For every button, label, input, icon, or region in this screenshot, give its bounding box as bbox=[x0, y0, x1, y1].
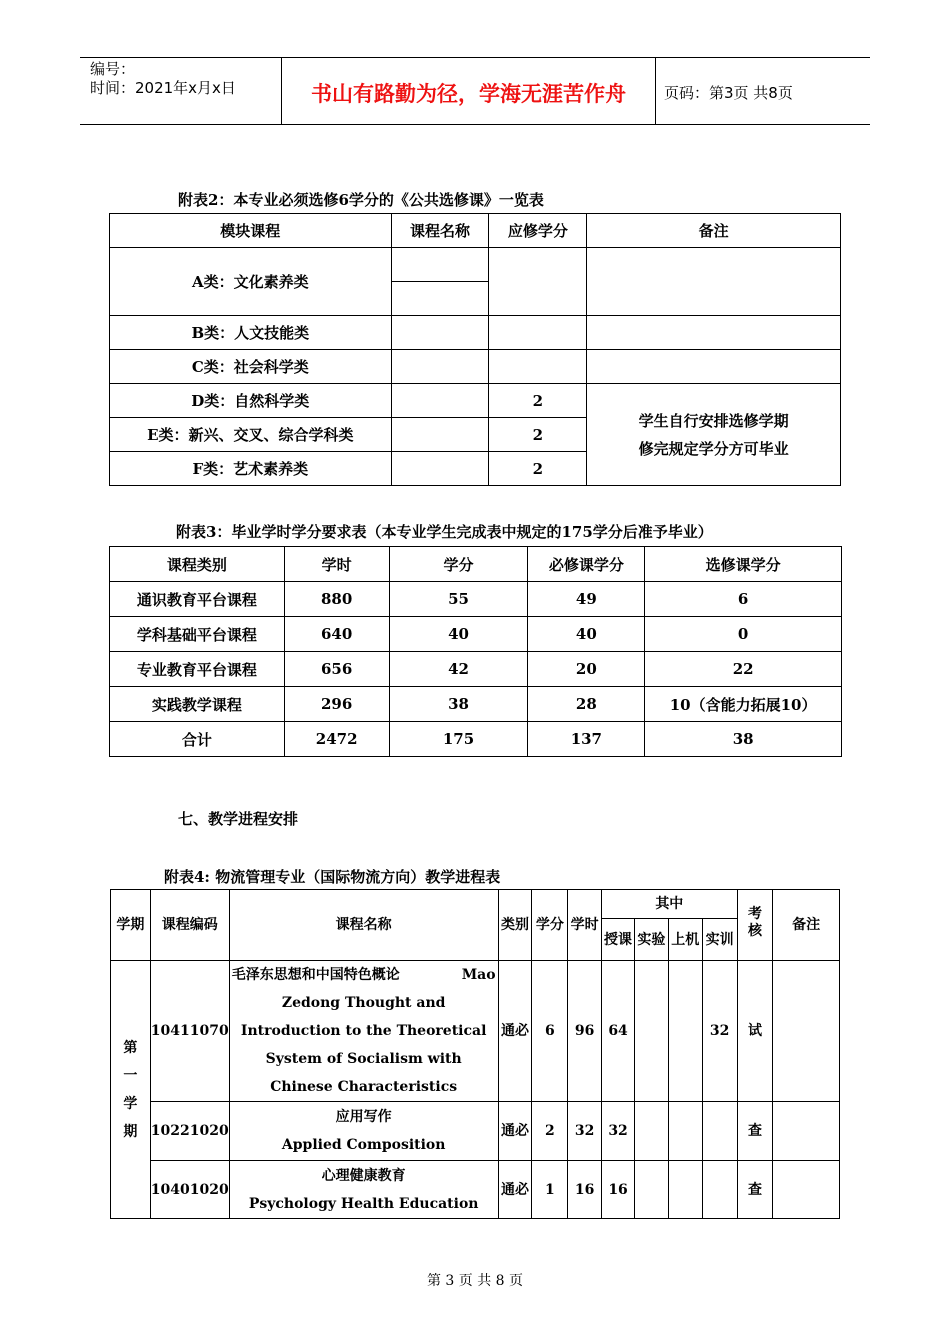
table4-header-exam-text: 考核 bbox=[747, 905, 762, 939]
table4-type: 通必 bbox=[498, 961, 532, 1102]
table2-credit-e: 2 bbox=[489, 418, 587, 452]
table2-header-cell: 应修学分 bbox=[489, 214, 587, 248]
table4-code: 10401020 bbox=[150, 1161, 229, 1219]
table3-cell: 656 bbox=[284, 652, 389, 687]
header-time: 时间：2021年x月x日 bbox=[90, 79, 236, 97]
table3-cell: 实践教学课程 bbox=[110, 687, 285, 722]
section7-heading: 七、教学进程安排 bbox=[178, 810, 299, 828]
table4-hours: 32 bbox=[568, 1102, 602, 1161]
table3-header-cell: 选修课学分 bbox=[645, 547, 842, 582]
table4-header-type: 类别 bbox=[498, 890, 532, 961]
table3-cell: 49 bbox=[528, 582, 645, 617]
table4-code: 10411070 bbox=[150, 961, 229, 1102]
table2-header-cell: 课程名称 bbox=[391, 214, 489, 248]
table3-cell: 学科基础平台课程 bbox=[110, 617, 285, 652]
table2-note-line2: 修完规定学分方可毕业 bbox=[638, 439, 789, 458]
table3-cell: 专业教育平台课程 bbox=[110, 652, 285, 687]
table4-credit: 1 bbox=[532, 1161, 568, 1219]
table2-cell bbox=[587, 248, 841, 316]
table4-computer bbox=[668, 961, 702, 1102]
table2-cell bbox=[391, 350, 489, 384]
table4-training bbox=[702, 1102, 737, 1161]
table4-term1-text: 第一学期 bbox=[123, 1039, 138, 1140]
table3-cell: 38 bbox=[645, 722, 842, 757]
table3-header-row bbox=[110, 547, 842, 582]
table2-cell bbox=[489, 248, 587, 316]
table-row bbox=[110, 350, 841, 384]
table3-cell: 通识教育平台课程 bbox=[110, 582, 285, 617]
table4-course-name-cn: 毛泽东思想和中国特色概论 bbox=[231, 967, 400, 983]
table-row bbox=[111, 1161, 840, 1219]
table4-course-name-en: Zedong Thought and Introduction to the Theoretical System of Socialism with Chinese Characteristics bbox=[240, 995, 487, 1095]
table2-header-cell: 模块课程 bbox=[110, 214, 392, 248]
table4-lab bbox=[635, 961, 669, 1102]
table-row bbox=[110, 248, 841, 282]
table2-module-a: A类：文化素养类 bbox=[110, 248, 392, 316]
table4-computer bbox=[668, 1161, 702, 1219]
table-row bbox=[110, 652, 842, 687]
header-number: 编号： bbox=[90, 60, 136, 78]
table2-credit-d: 2 bbox=[489, 384, 587, 418]
table4 bbox=[110, 889, 840, 1219]
table4-course-name-cn: 心理健康教育 bbox=[321, 1167, 406, 1184]
table4-note bbox=[773, 1102, 840, 1161]
table4-header-credit: 学分 bbox=[532, 890, 568, 961]
table4-header-row1 bbox=[111, 890, 840, 919]
table4-lecture: 64 bbox=[602, 961, 635, 1102]
table4-lab bbox=[635, 1102, 669, 1161]
table4-exam: 查 bbox=[737, 1102, 773, 1161]
table4-course-name bbox=[229, 961, 498, 1102]
table2-cell bbox=[391, 452, 489, 486]
table4-course-name bbox=[229, 1102, 498, 1161]
table4-header-training: 实训 bbox=[702, 919, 737, 961]
table3 bbox=[109, 546, 842, 757]
table3-header-cell: 必修课学分 bbox=[528, 547, 645, 582]
table3-cell: 0 bbox=[645, 617, 842, 652]
table2-module-b: B类：人文技能类 bbox=[110, 316, 392, 350]
table-row bbox=[110, 617, 842, 652]
table-row bbox=[110, 316, 841, 350]
table4-code: 10221020 bbox=[150, 1102, 229, 1161]
table2-credit-f: 2 bbox=[489, 452, 587, 486]
table4-hours: 96 bbox=[568, 961, 602, 1102]
table4-header-lab: 实验 bbox=[635, 919, 669, 961]
table4-header-name: 课程名称 bbox=[229, 890, 498, 961]
table3-header-cell: 学分 bbox=[389, 547, 528, 582]
table3-cell: 6 bbox=[645, 582, 842, 617]
table-row bbox=[110, 582, 842, 617]
table4-header-lecture: 授课 bbox=[602, 919, 635, 961]
table4-caption: 附表4: 物流管理专业（国际物流方向）教学进程表 bbox=[164, 868, 501, 886]
table3-cell: 42 bbox=[389, 652, 528, 687]
table-row bbox=[111, 1102, 840, 1161]
table3-cell: 175 bbox=[389, 722, 528, 757]
table3-header-cell: 课程类别 bbox=[110, 547, 285, 582]
table3-cell: 137 bbox=[528, 722, 645, 757]
table4-header-code: 课程编码 bbox=[150, 890, 229, 961]
table4-header-among: 其中 bbox=[602, 890, 737, 919]
table4-header-term: 学期 bbox=[111, 890, 151, 961]
table2-cell bbox=[391, 384, 489, 418]
table3-cell: 20 bbox=[528, 652, 645, 687]
table2-module-f: F类：艺术素养类 bbox=[110, 452, 392, 486]
table2 bbox=[109, 213, 841, 486]
table3-cell: 880 bbox=[284, 582, 389, 617]
table4-course-name-en-first: Mao bbox=[461, 967, 496, 983]
header-divider-right bbox=[655, 57, 656, 124]
table4-term1 bbox=[111, 961, 151, 1219]
table3-cell: 40 bbox=[389, 617, 528, 652]
table4-lecture: 16 bbox=[602, 1161, 635, 1219]
table4-header-computer: 上机 bbox=[668, 919, 702, 961]
table4-course-name-line1 bbox=[232, 961, 496, 989]
table3-header-cell: 学时 bbox=[284, 547, 389, 582]
table4-type: 通必 bbox=[498, 1102, 532, 1161]
table4-training bbox=[702, 1161, 737, 1219]
table3-cell: 640 bbox=[284, 617, 389, 652]
table2-cell bbox=[391, 248, 489, 282]
table-row bbox=[110, 687, 842, 722]
table4-credit: 6 bbox=[532, 961, 568, 1102]
table4-note bbox=[773, 1161, 840, 1219]
table3-caption: 附表3：毕业学时学分要求表（本专业学生完成表中规定的175学分后准予毕业） bbox=[176, 523, 713, 541]
table3-cell: 40 bbox=[528, 617, 645, 652]
table4-credit: 2 bbox=[532, 1102, 568, 1161]
header-bottom-rule bbox=[80, 124, 870, 125]
table2-note-line1: 学生自行安排选修学期 bbox=[638, 411, 789, 430]
table3-cell: 38 bbox=[389, 687, 528, 722]
table-row bbox=[111, 961, 840, 1102]
table-row bbox=[110, 722, 842, 757]
header-top-rule bbox=[80, 57, 870, 58]
table2-note bbox=[587, 384, 841, 486]
table2-header-cell: 备注 bbox=[587, 214, 841, 248]
table-row bbox=[110, 384, 841, 418]
header-meta bbox=[90, 60, 236, 98]
table3-cell: 296 bbox=[284, 687, 389, 722]
table4-course-name-en: Applied Composition bbox=[281, 1137, 446, 1153]
table3-cell: 28 bbox=[528, 687, 645, 722]
table3-cell: 22 bbox=[645, 652, 842, 687]
table4-lecture: 32 bbox=[602, 1102, 635, 1161]
table4-exam: 查 bbox=[737, 1161, 773, 1219]
table2-cell bbox=[391, 282, 489, 316]
table4-course-name-en: Psychology Health Education bbox=[248, 1195, 479, 1212]
table4-course-name bbox=[229, 1161, 498, 1219]
table3-cell: 55 bbox=[389, 582, 528, 617]
table4-note bbox=[773, 961, 840, 1102]
table2-cell bbox=[391, 316, 489, 350]
table4-course-name-cn: 应用写作 bbox=[335, 1109, 392, 1125]
table4-header-note: 备注 bbox=[773, 890, 840, 961]
table4-type: 通必 bbox=[498, 1161, 532, 1219]
table4-header-exam bbox=[737, 890, 773, 961]
table3-cell: 2472 bbox=[284, 722, 389, 757]
table4-computer bbox=[668, 1102, 702, 1161]
page-footer: 第 3 页 共 8 页 bbox=[426, 1273, 524, 1289]
table2-caption: 附表2：本专业必须选修6学分的《公共选修课》一览表 bbox=[178, 191, 544, 209]
table4-lab bbox=[635, 1161, 669, 1219]
table2-cell bbox=[489, 316, 587, 350]
table2-module-c: C类：社会科学类 bbox=[110, 350, 392, 384]
table2-header-row bbox=[110, 214, 841, 248]
table2-cell bbox=[489, 350, 587, 384]
table2-cell bbox=[587, 350, 841, 384]
table3-cell: 10（含能力拓展10） bbox=[645, 687, 842, 722]
table3-cell: 合计 bbox=[110, 722, 285, 757]
table2-module-e: E类：新兴、交叉、综合学科类 bbox=[110, 418, 392, 452]
header-page-label: 页码：第3页 共8页 bbox=[664, 84, 793, 102]
table4-header-hours: 学时 bbox=[568, 890, 602, 961]
table4-training: 32 bbox=[702, 961, 737, 1102]
table4-exam: 试 bbox=[737, 961, 773, 1102]
table2-module-d: D类：自然科学类 bbox=[110, 384, 392, 418]
header-motto: 书山有路勤为径，学海无涯苦作舟 bbox=[311, 81, 626, 106]
table2-cell bbox=[391, 418, 489, 452]
table2-cell bbox=[587, 316, 841, 350]
table4-hours: 16 bbox=[568, 1161, 602, 1219]
